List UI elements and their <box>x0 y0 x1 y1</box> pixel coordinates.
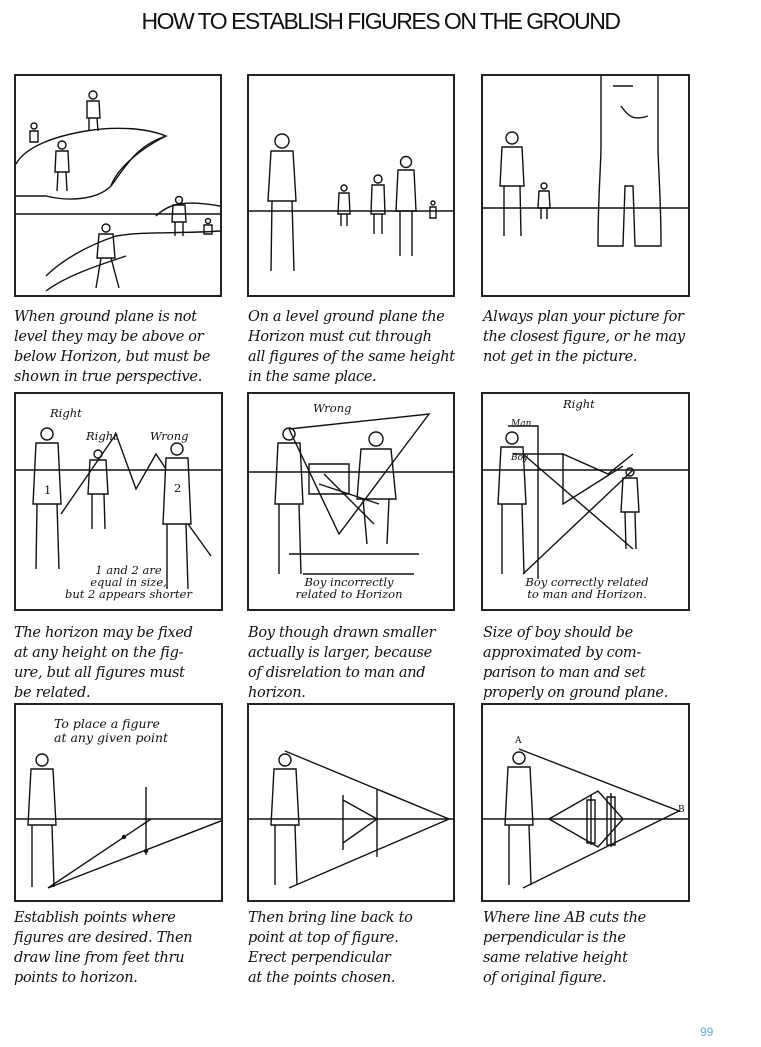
label-figure-1: 1 <box>44 483 52 497</box>
panel-bring-line-back <box>247 703 455 902</box>
page-title: HOW TO ESTABLISH FIGURES ON THE GROUND <box>141 8 620 34</box>
label-wrong-5: Wrong <box>313 401 352 415</box>
panel-boy-correct <box>481 392 690 611</box>
caption-8: Then bring line back to point at top of figure. Erect perpendicular at the points chosen. <box>248 910 413 986</box>
caption-4: The horizon may be fixed at any height on the fig- ure, but all figures must be related. <box>14 625 193 701</box>
panel-line-ab <box>481 703 690 902</box>
label-equal-size: 1 and 2 are equal in size, but 2 appears shorter <box>65 563 192 601</box>
caption-3: Always plan your picture for the closest figure, or he may not get in the picture. <box>483 309 685 365</box>
label-b: B <box>678 805 685 815</box>
label-man: Man <box>511 419 532 429</box>
caption-7: Establish points where figures are desired. Then draw line from feet thru points to horizon. <box>14 910 193 986</box>
label-wrong: Wrong <box>150 429 189 443</box>
caption-5: Boy though drawn smaller actually is larger, because of disrelation to man and horizon. <box>248 625 436 701</box>
panel-horizon-fixed <box>14 392 223 611</box>
caption-6: Size of boy should be approximated by com- parison to man and set properly on ground plane. <box>483 625 668 701</box>
label-boy-correctly: Boy correctly related to man and Horizon. <box>525 575 649 601</box>
label-boy-incorrectly: Boy incorrectly related to Horizon <box>295 575 403 601</box>
caption-9: Where line AB cuts the perpendicular is the same relative height of original figure. <box>483 910 646 986</box>
label-figure-2: 2 <box>174 481 182 495</box>
uneven-ground-illustration <box>16 76 220 295</box>
bring-line-back-illustration <box>249 705 453 900</box>
label-a: A <box>515 736 522 746</box>
level-ground-illustration <box>249 76 453 295</box>
label-boy: Boy <box>511 453 529 463</box>
caption-1: When ground plane is not level they may be above or below Horizon, but must be shown in true perspective. <box>14 309 211 385</box>
closest-figure-illustration <box>483 76 688 295</box>
caption-2: On a level ground plane the Horizon must cut through all figures of the same height in the same place. <box>248 309 455 385</box>
panel-boy-incorrect <box>247 392 455 611</box>
label-right-6: Right <box>563 397 595 411</box>
panel-place-figure <box>14 703 223 902</box>
line-ab-illustration <box>483 705 688 900</box>
page-number: 99 <box>700 1025 714 1039</box>
panel-uneven-ground <box>14 74 222 297</box>
label-right-2: Right <box>86 429 118 443</box>
panel-level-ground <box>247 74 455 297</box>
panel-closest-figure <box>481 74 690 297</box>
label-right-1: Right <box>50 406 82 420</box>
label-to-place: To place a figure at any given point <box>54 716 169 745</box>
